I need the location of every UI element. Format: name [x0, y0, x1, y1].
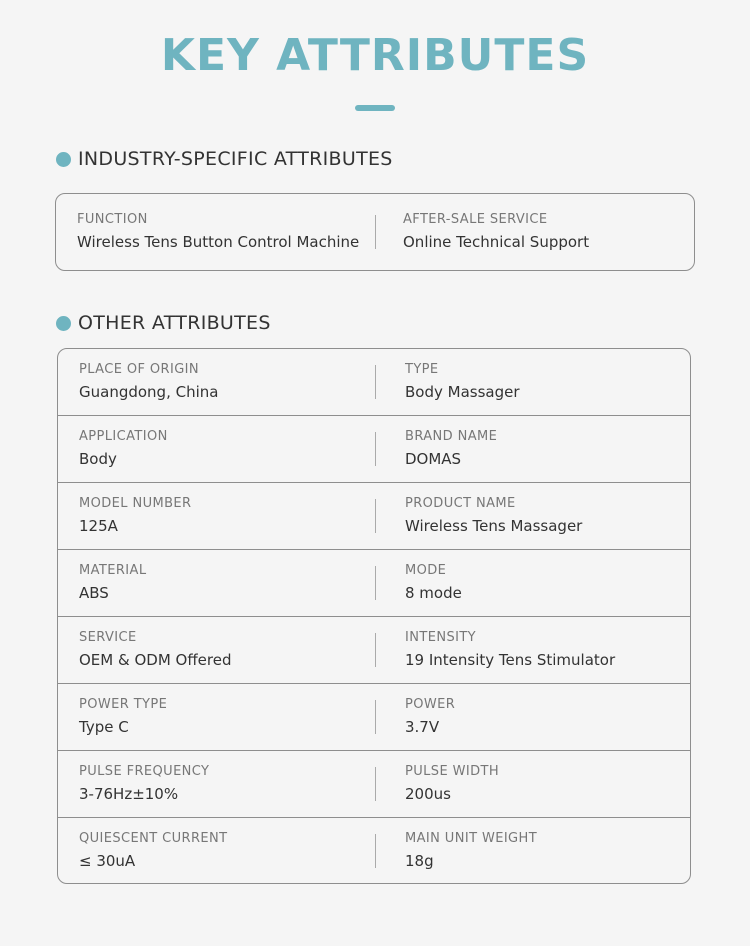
other-section-heading: [56, 312, 271, 334]
attribute-row: [58, 684, 690, 751]
bullet-dot-icon: [56, 152, 71, 167]
attribute-cell: [79, 416, 168, 482]
attribute-cell: [79, 617, 231, 683]
row-divider: [375, 767, 376, 801]
attribute-row: [58, 416, 690, 483]
attribute-cell: [405, 617, 615, 683]
attribute-value: ABS: [79, 584, 109, 602]
attribute-row: [58, 349, 690, 416]
attribute-label: PLACE OF ORIGIN: [79, 362, 200, 377]
attribute-label: POWER TYPE: [79, 697, 168, 712]
attribute-cell: [79, 483, 191, 549]
attribute-label: MODE: [405, 563, 447, 578]
attribute-value: Guangdong, China: [79, 383, 219, 401]
title-underline: [355, 105, 395, 111]
other-attributes-box: [57, 348, 691, 884]
attribute-value: Online Technical Support: [403, 233, 590, 251]
attribute-label: FUNCTION: [77, 212, 148, 227]
attribute-cell: [405, 349, 520, 415]
attribute-cell: [405, 550, 462, 616]
attribute-label: POWER: [405, 697, 456, 712]
attribute-cell: [405, 751, 499, 817]
bullet-dot-icon: [56, 316, 71, 331]
attribute-row: [58, 617, 690, 684]
attribute-row: [58, 483, 690, 550]
attribute-label: APPLICATION: [79, 429, 168, 444]
row-divider: [375, 432, 376, 466]
row-divider: [375, 365, 376, 399]
row-divider: [375, 499, 376, 533]
attribute-label: MAIN UNIT WEIGHT: [405, 830, 538, 846]
attribute-cell: [405, 818, 537, 883]
attribute-cell: [405, 684, 455, 750]
attribute-cell: [405, 416, 497, 482]
row-divider: [375, 215, 376, 249]
row-divider: [375, 834, 376, 868]
attribute-label: MODEL NUMBER: [79, 496, 192, 511]
row-divider: [375, 633, 376, 667]
industry-section-heading: [56, 148, 393, 170]
attribute-value: 200us: [405, 785, 451, 803]
attribute-label: PULSE WIDTH: [405, 764, 500, 779]
attribute-label: AFTER-SALE SERVICE: [403, 212, 548, 227]
attribute-label: TYPE: [405, 362, 439, 377]
attribute-cell-after-sale-service: [403, 194, 589, 270]
attribute-cell: [79, 818, 227, 883]
attribute-value: OEM & ODM Offered: [79, 651, 232, 669]
attribute-value: ≤ 30uA: [79, 851, 136, 870]
attribute-value: 19 Intensity Tens Stimulator: [405, 651, 616, 669]
attribute-value: Body Massager: [405, 383, 520, 401]
attribute-value: 8 mode: [405, 584, 462, 602]
attribute-value: Wireless Tens Button Control Machine: [77, 233, 360, 251]
attribute-value: DOMAS: [405, 450, 462, 468]
attribute-value: 125A: [79, 517, 118, 535]
attribute-row: [58, 550, 690, 617]
attribute-label: BRAND NAME: [405, 429, 498, 444]
attribute-value: 3-76Hz±10%: [79, 785, 179, 803]
attribute-cell-function: [77, 194, 359, 270]
attribute-value: 3.7V: [405, 718, 440, 736]
attribute-cell: [405, 483, 582, 549]
attribute-cell: [79, 349, 218, 415]
other-heading-text: OTHER ATTRIBUTES: [78, 312, 271, 334]
row-divider: [375, 700, 376, 734]
row-divider: [375, 566, 376, 600]
attribute-cell: [79, 550, 146, 616]
attribute-label: PRODUCT NAME: [405, 496, 516, 511]
attribute-value: 18g: [405, 851, 434, 870]
attribute-row: [58, 818, 690, 883]
attribute-value: Body: [79, 450, 117, 468]
page-title: KEY ATTRIBUTES: [160, 30, 590, 81]
attribute-cell: [79, 751, 209, 817]
industry-attributes-box: [55, 193, 695, 271]
attribute-label: INTENSITY: [405, 630, 477, 645]
attribute-value: Type C: [79, 718, 129, 736]
attribute-cell: [79, 684, 167, 750]
attribute-row: [56, 194, 694, 270]
attribute-label: MATERIAL: [79, 563, 147, 578]
attribute-label: QUIESCENT CURRENT: [79, 830, 228, 846]
industry-heading-text: INDUSTRY-SPECIFIC ATTRIBUTES: [78, 148, 393, 170]
attribute-label: PULSE FREQUENCY: [79, 764, 210, 779]
attribute-label: SERVICE: [79, 630, 137, 645]
attribute-row: [58, 751, 690, 818]
attribute-value: Wireless Tens Massager: [405, 517, 583, 535]
